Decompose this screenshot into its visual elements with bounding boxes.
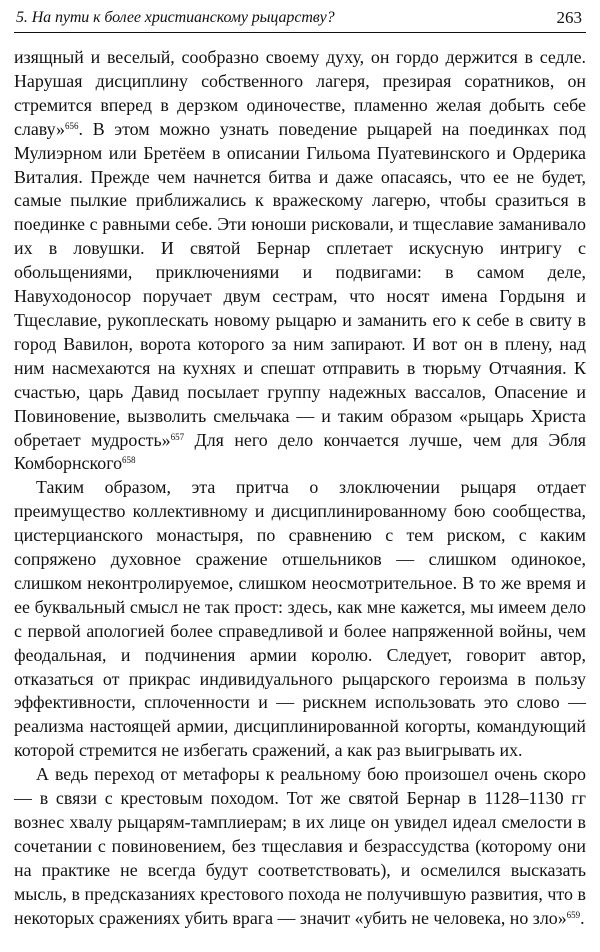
footnote-ref-657: 657 xyxy=(170,431,185,442)
text-run: изящный и веселый, сообразно своему духу, он гордо держится в седле. Нарушая дисциплину собственного лагеря, презирая соратников, он стремится вперед в дерзком одиночестве, пламенно желая добыть себе славу» xyxy=(14,47,586,139)
paragraph-2 xyxy=(14,476,586,763)
text-run: . xyxy=(580,907,585,928)
paragraph-1 xyxy=(14,46,586,476)
chapter-title: 5. На пути к более христианскому рыцарству? xyxy=(16,9,335,26)
footnote-ref-659: 659 xyxy=(566,909,581,920)
body-text xyxy=(14,46,586,931)
footnote-ref-656: 656 xyxy=(64,120,79,131)
text-run: . В этом можно узнать поведение рыцарей на поединках под Мулиэрном или Бретёем в описании Гильома Пуатевинского и Ордерика Виталия. Прежде чем начнется битва и даже опасаясь, что ее не будет, самые пылкие приближались к вражескому лагерю, чтобы сразиться в поединке с равными себе. Эти юноши рисковали, и тщеславие заманивало их в ловушки. И святой Бернар сплетает искусную интригу с обольщениями, приключениями и подвигами: в самом деле, Навуходоносор поручает двум сестрам, что носят имена Гордыня и Тщеславие, рукоплескать новому рыцарю и заманить его к себе в свиту в город Вавилон, ворота которого за ним запирают. И вот он в плену, над ним насмехаются на кухнях и спешат отправить в тюрьму Отчаяния. К счастью, царь Давид посылает группу надежных вассалов, Опасение и Повиновение, вызволить смельчака — и таким образом «рыцарь Христа обретает мудрость» xyxy=(14,118,586,450)
text-run: Для него дело кончается лучше, чем для Эбля Комборнского xyxy=(14,429,586,474)
paragraph-3 xyxy=(14,763,586,930)
footnote-ref-658: 658 xyxy=(122,455,136,466)
text-run: А ведь переход от метафоры к реальному бою произошел очень скоро — в связи с крестовым походом. Тот же святой Бернар в 1128–1130 гг вознес хвалу рыцарям-тамплиерам; в их лице он увидел идеал смелости в сочетании с повиновением, без тщеславия и безрассудства (которому они на практике не всегда будут соответствовать), и осмелился высказать мысль, в предсказаниях крестового похода не получившую развития, что в некоторых сражениях убить врага — значит «убить не человека, но зло» xyxy=(14,764,586,928)
running-header xyxy=(14,8,586,33)
page-number: 263 xyxy=(556,8,582,27)
text-run: Таким образом, эта притча о злоключении рыцаря отдает преимущество коллективному и дисциплинированному бою сообщества, цистерцианского монастыря, по сравнению с тем риском, с каким сопряжено духовное сражение отшельников — слишком одинокое, слишком неконтролируемое, слишком неосмотрительное. В то же время и ее буквальный смысл не так прост: здесь, как мне кажется, мы имеем дело с первой апологией более справедливой и более напряженной войны, чем феодальная, и подчинения армии королю. Следует, говорит автор, отказаться от прикрас индивидуального рыцарского героизма в пользу эффективности, сплоченности и — рискнем использовать это слово — реализма настоящей армии, дисциплинированной когорты, командующий которой стремится не избегать сражений, а как раз выигрывать их. xyxy=(14,477,586,761)
